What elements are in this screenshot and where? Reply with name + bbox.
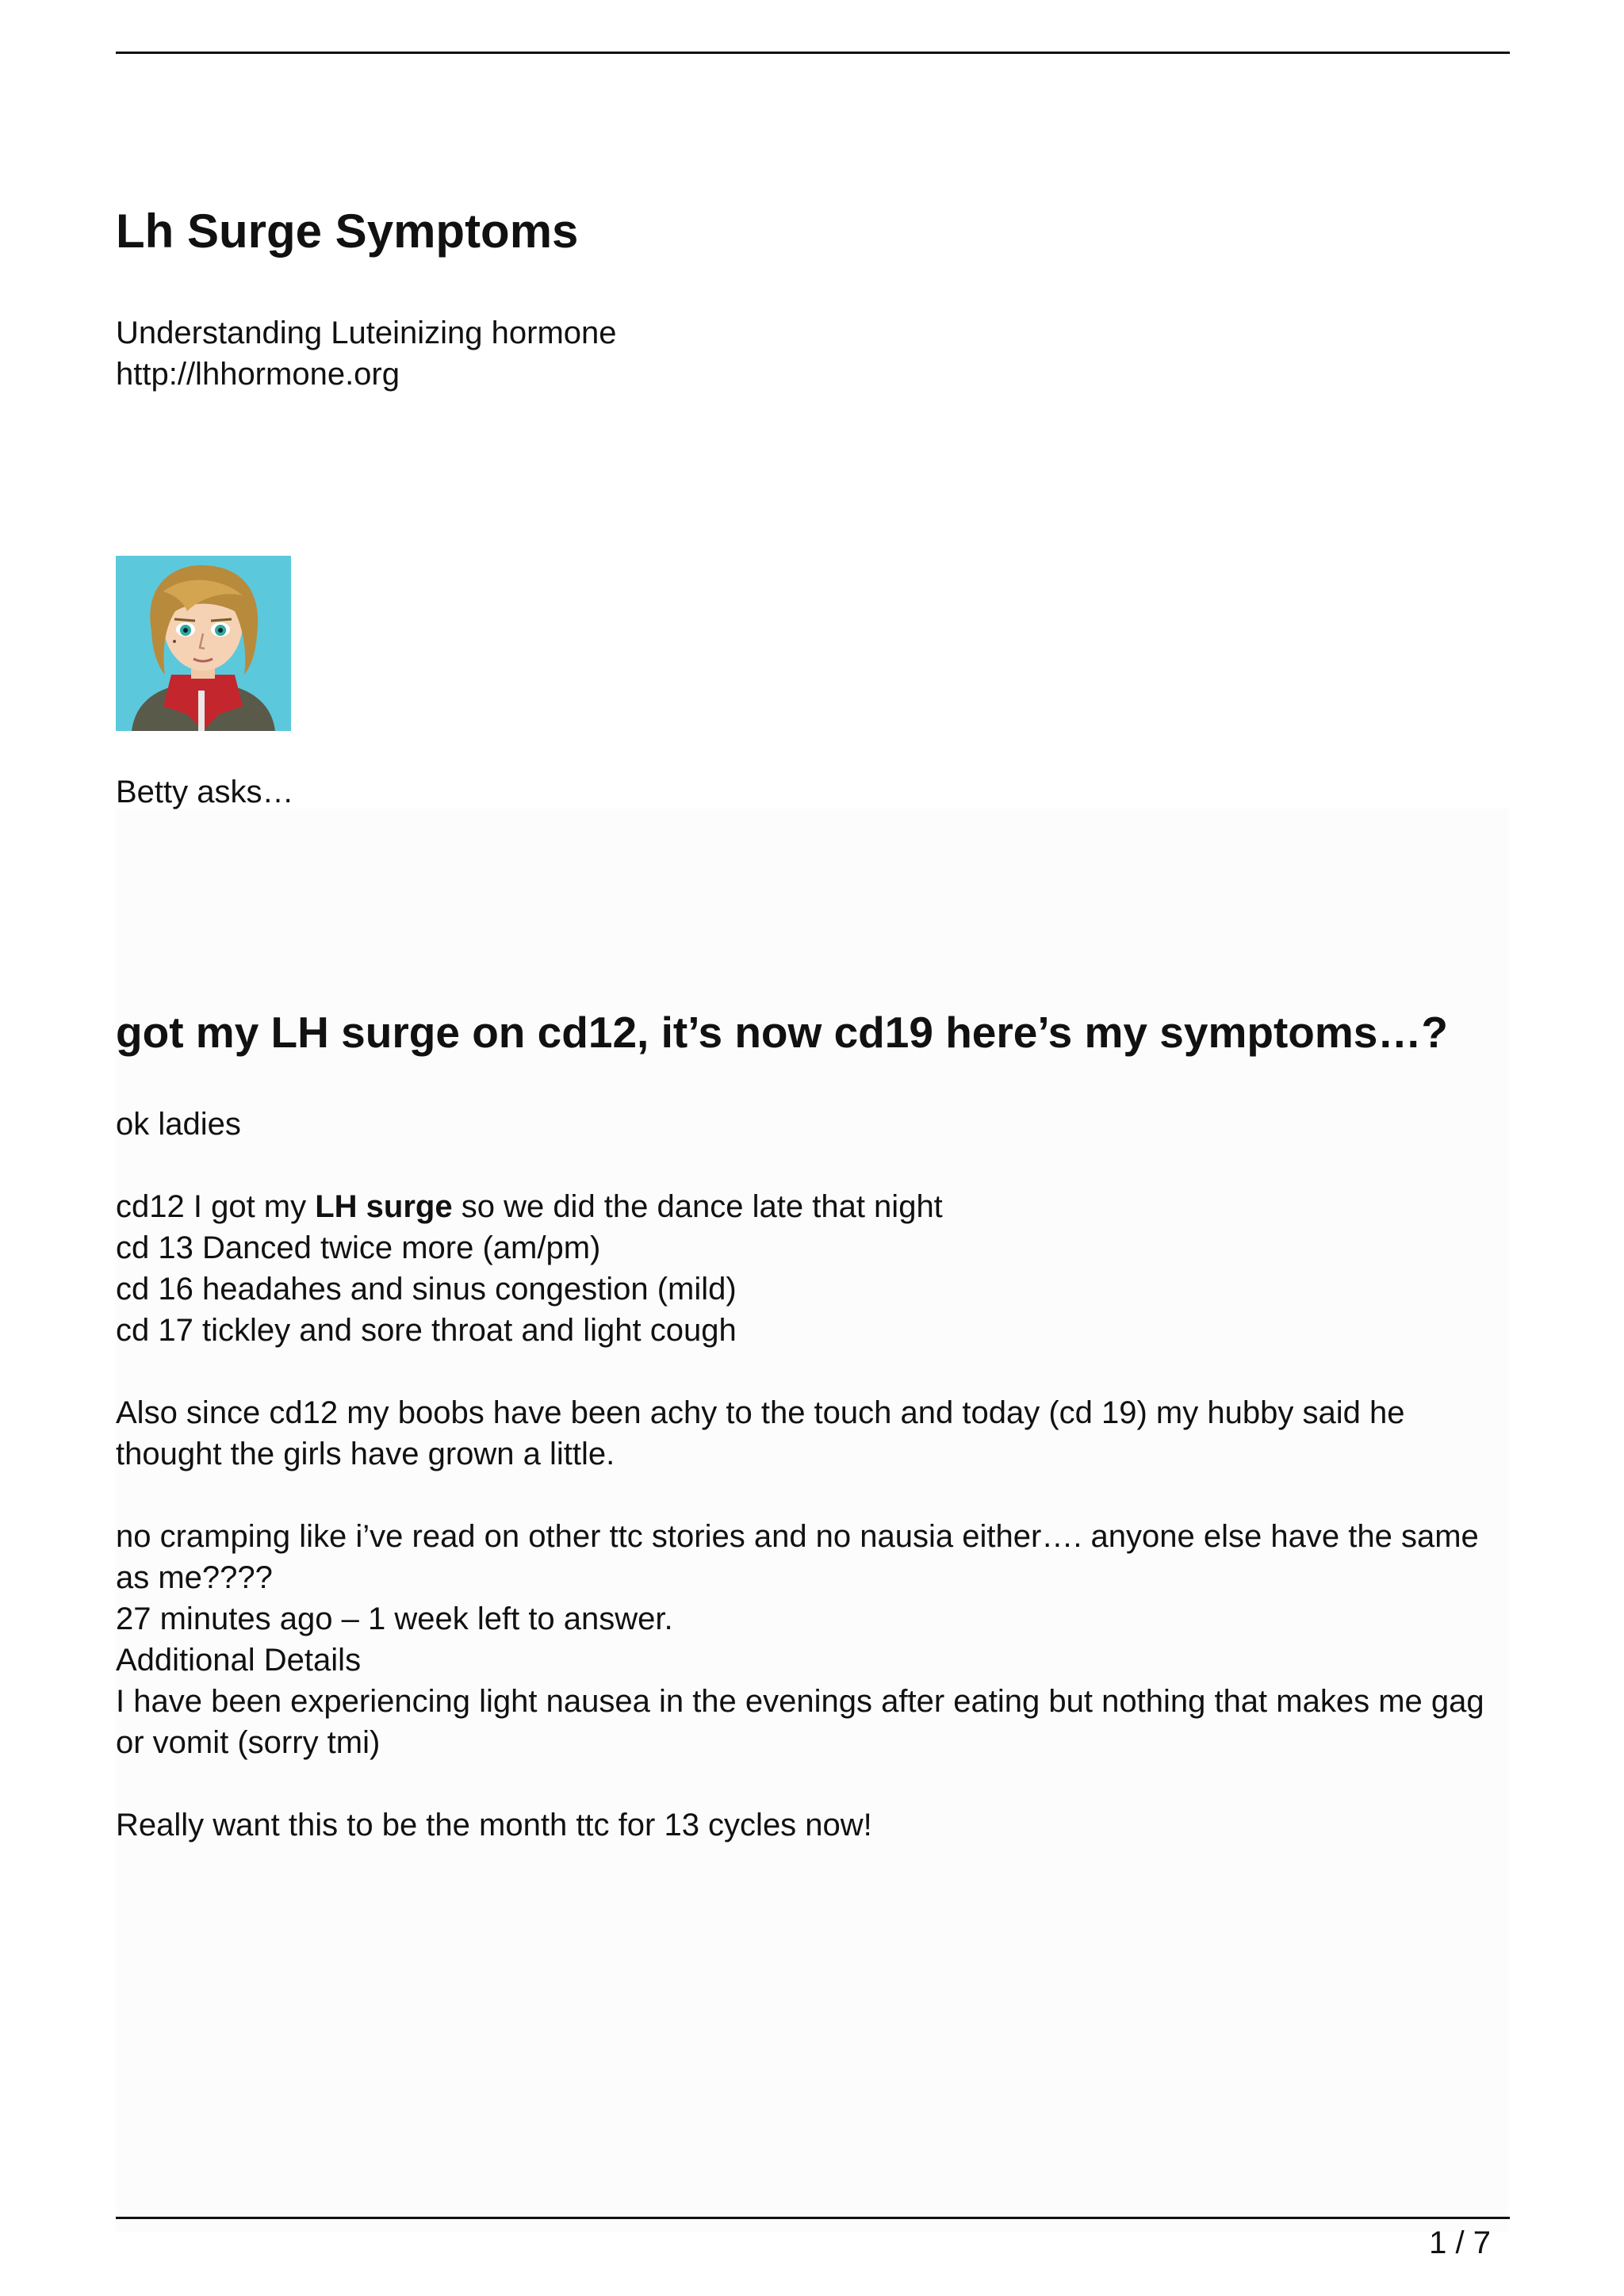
site-title: Lh Surge Symptoms bbox=[116, 205, 579, 258]
additional-details: I have been experiencing light nausea in the evenings after eating but nothing that makes me gag or vomit (sorry tmi) bbox=[116, 1684, 1484, 1760]
header-rule bbox=[116, 52, 1510, 54]
paragraph-cramping: no cramping like i’ve read on other ttc stories and no nausia either…. anyone else have the same as me???? bbox=[116, 1519, 1479, 1595]
log-line-cd13: cd 13 Danced twice more (am/pm) bbox=[116, 1230, 601, 1265]
avatar bbox=[116, 556, 291, 731]
author-line: Betty asks… bbox=[116, 775, 294, 809]
closing: Really want this to be the month ttc for 13 cycles now! bbox=[116, 1808, 872, 1843]
timestamp: 27 minutes ago – 1 week left to answer. bbox=[116, 1601, 673, 1636]
additional-details-label: Additional Details bbox=[116, 1643, 362, 1678]
log-line-cd17: cd 17 tickley and sore throat and light cough bbox=[116, 1313, 737, 1348]
question-title: got my LH surge on cd12, it’s now cd19 here’s my symptoms…? bbox=[116, 1008, 1448, 1057]
site-url: http://lhhormone.org bbox=[116, 357, 400, 392]
question-body bbox=[116, 1104, 1511, 1846]
footer-rule bbox=[116, 2217, 1510, 2219]
site-header-info bbox=[116, 312, 617, 395]
paragraph-boobs: Also since cd12 my boobs have been achy to the touch and today (cd 19) my hubby said he thought the girls have grown a little. bbox=[116, 1395, 1405, 1471]
page-number: 1 / 7 bbox=[1429, 2225, 1491, 2260]
log-line-cd16: cd 16 headahes and sinus congestion (mild) bbox=[116, 1272, 737, 1307]
tagline: Understanding Luteinizing hormone bbox=[116, 316, 617, 350]
greeting: ok ladies bbox=[116, 1107, 241, 1142]
log-line-cd12 bbox=[116, 1186, 1511, 1227]
cd12-suffix: so we did the dance late that night bbox=[452, 1189, 943, 1224]
cd12-prefix: cd12 I got my bbox=[116, 1189, 316, 1224]
cd12-bold: LH surge bbox=[315, 1189, 453, 1224]
